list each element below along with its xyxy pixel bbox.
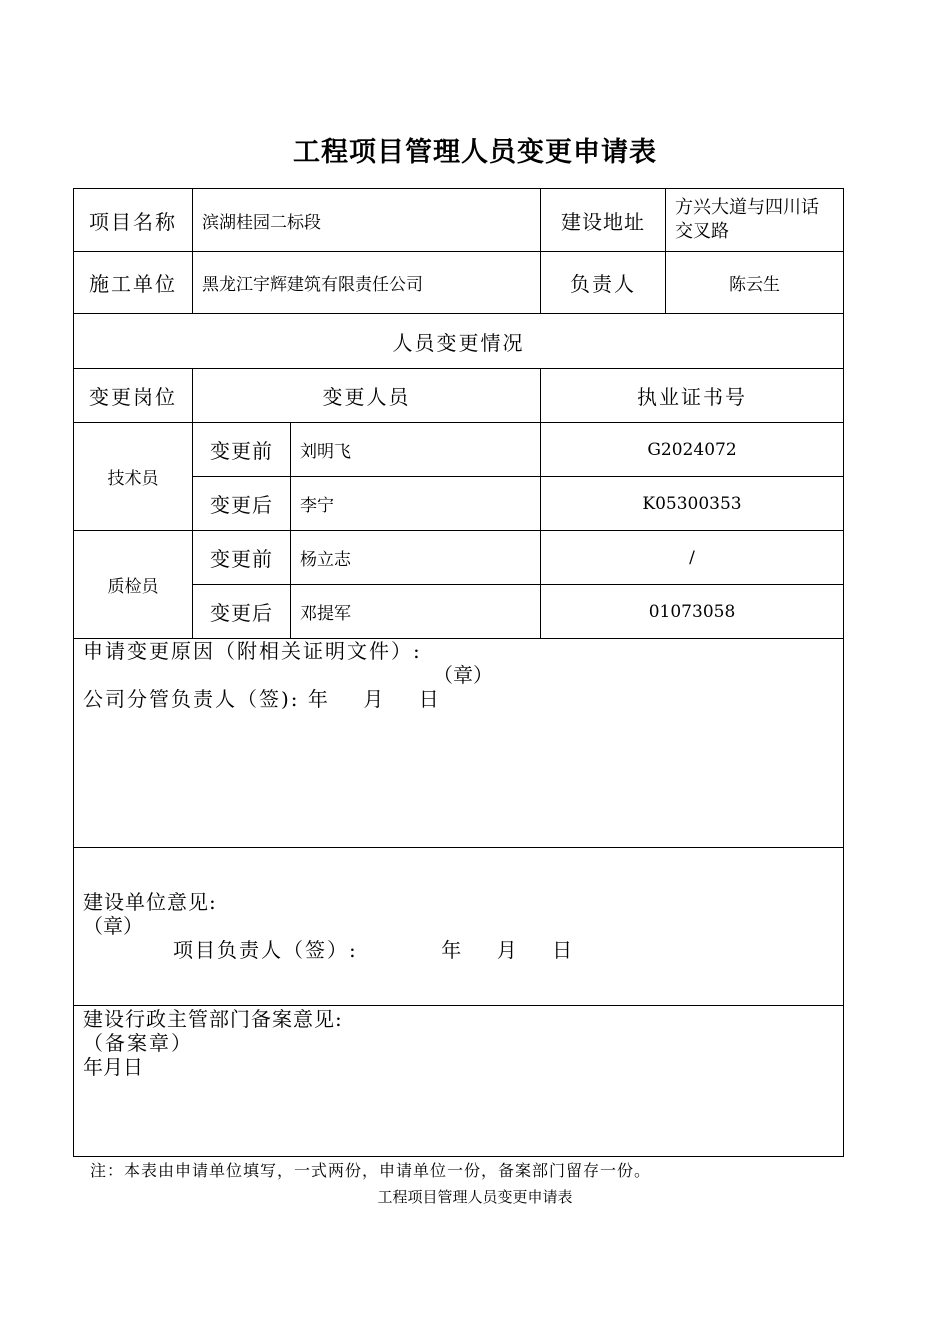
stage-before: 变更前 bbox=[193, 423, 291, 477]
admin-block bbox=[74, 1006, 844, 1157]
change-section-heading: 人员变更情况 bbox=[74, 314, 844, 369]
address-line-2: 交叉路 bbox=[675, 221, 729, 242]
page-title: 工程项目管理人员变更申请表 bbox=[293, 137, 657, 168]
person-name: 邓提军 bbox=[291, 585, 541, 639]
col-license-header: 执业证书号 bbox=[541, 369, 844, 423]
person-name: 刘明飞 bbox=[291, 423, 541, 477]
address-line-1: 方兴大道与四川话 bbox=[675, 197, 819, 218]
stage-before: 变更前 bbox=[193, 531, 291, 585]
reason-signature: 公司分管负责人（签): 年 月 日 bbox=[83, 687, 441, 711]
admin-seal: （备案章） bbox=[83, 1031, 193, 1055]
person-name: 李宁 bbox=[291, 477, 541, 531]
reason-seal: （章） bbox=[433, 663, 493, 687]
owner-heading: 建设单位意见: bbox=[83, 890, 217, 914]
reason-block bbox=[74, 639, 844, 848]
stage-after: 变更后 bbox=[193, 585, 291, 639]
table-row bbox=[74, 423, 844, 477]
reason-block-row bbox=[74, 639, 844, 848]
address-label: 建设地址 bbox=[541, 189, 666, 252]
license-number: K05300353 bbox=[541, 477, 844, 531]
column-header-row bbox=[74, 369, 844, 423]
admin-heading: 建设行政主管部门备案意见: bbox=[83, 1007, 343, 1031]
table-row bbox=[74, 531, 844, 585]
manager-value: 陈云生 bbox=[666, 252, 844, 314]
reason-heading: 申请变更原因（附相关证明文件）: bbox=[83, 639, 422, 663]
project-name-value: 滨湖桂园二标段 bbox=[193, 189, 541, 252]
owner-seal: （章） bbox=[83, 914, 143, 938]
change-request-form bbox=[73, 188, 844, 1157]
project-name-row bbox=[74, 189, 844, 252]
license-number: 01073058 bbox=[541, 585, 844, 639]
contractor-row bbox=[74, 252, 844, 314]
owner-block bbox=[74, 848, 844, 1006]
stage-after: 变更后 bbox=[193, 477, 291, 531]
admin-date: 年月日 bbox=[83, 1055, 143, 1079]
project-name-label: 项目名称 bbox=[74, 189, 193, 252]
form-note: 注：本表由申请单位填写，一式两份，申请单位一份，备案部门留存一份。 bbox=[90, 1161, 652, 1180]
license-number: / bbox=[541, 531, 844, 585]
owner-block-row bbox=[74, 848, 844, 1006]
page-footer: 工程项目管理人员变更申请表 bbox=[377, 1188, 573, 1206]
address-value bbox=[666, 189, 844, 252]
owner-signature: 项目负责人（签）: 年 月 日 bbox=[173, 938, 575, 962]
position-inspector: 质检员 bbox=[74, 531, 193, 639]
person-name: 杨立志 bbox=[291, 531, 541, 585]
contractor-value: 黑龙江宇辉建筑有限责任公司 bbox=[193, 252, 541, 314]
contractor-label: 施工单位 bbox=[74, 252, 193, 314]
section-heading-row bbox=[74, 314, 844, 369]
col-position-header: 变更岗位 bbox=[74, 369, 193, 423]
col-person-header: 变更人员 bbox=[193, 369, 541, 423]
license-number: G2024072 bbox=[541, 423, 844, 477]
manager-label: 负责人 bbox=[541, 252, 666, 314]
admin-block-row bbox=[74, 1006, 844, 1157]
position-technician: 技术员 bbox=[74, 423, 193, 531]
